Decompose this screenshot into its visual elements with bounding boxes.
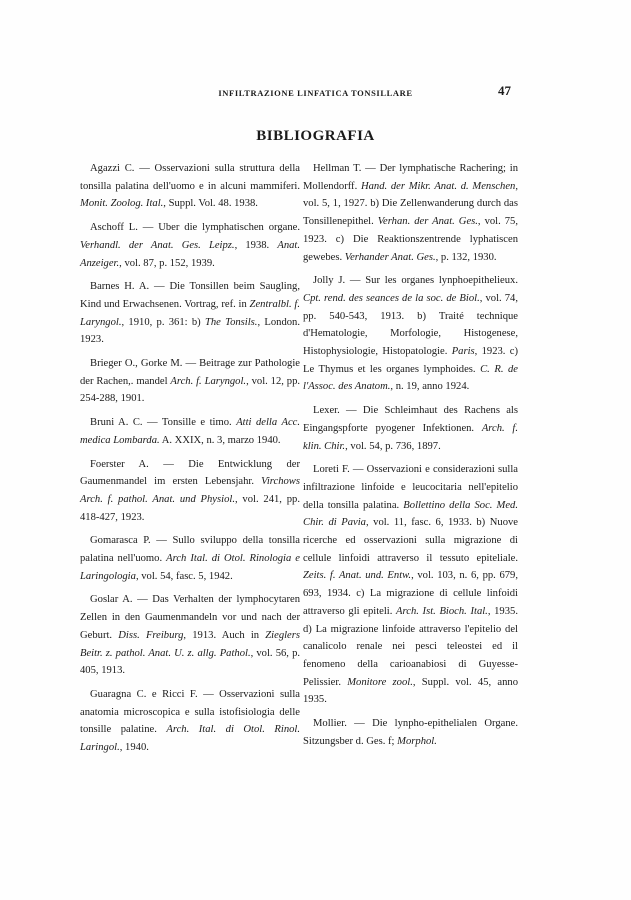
entry-text: Mollier. — Die lynpho-epithelialen Organe. Sitzungsber d. Ges. f;: [303, 718, 518, 747]
journal-title: Morphol.: [397, 735, 437, 747]
entry-text: , vol. 54, p. 736, 1897.: [345, 440, 441, 452]
entry-text: , 1913. Auch in: [183, 629, 266, 641]
entry-text: , vol. 87, p. 152, 1939.: [119, 257, 215, 269]
entry-text: , 1923. c) Le Thymus et les organes lymphoides.: [303, 346, 518, 375]
entry-text: Guaragna C. e Ricci F. — Osservazioni sulla anatomia microscopica e sulla istofisiologia delle tonsille palatine.: [80, 688, 300, 736]
journal-title: Monit. Zoolog. Ital.: [80, 198, 164, 210]
journal-title: The Tonsils.: [204, 316, 258, 328]
entry-text: , 1910, p. 361: b): [121, 316, 205, 328]
journal-title: Bollettino della Soc. Med. Chir. di Pavia: [303, 499, 519, 529]
journal-title: Verhandl. der Anat. Ges. Leipz.: [80, 239, 235, 251]
entry-text: , n. 19, anno 1924.: [390, 381, 470, 393]
entry-text: , Suppl. vol. 45, anno 1935.: [303, 676, 518, 706]
entry-text: , 1935. d) La migrazione linfoide attraverso l'epitelio del canalicolo renale nei pesci teleostei ed il fenomeno della carioanabiosi di Guyesse-Pelissier.: [303, 605, 518, 688]
entry-text: , vol. 103, n. 6, pp. 679, 693, 1934. c) La migrazione di cellule linfoidi attraverso gli epiteli.: [303, 570, 518, 617]
journal-title: Arch Ital. di Otol. Rinologia e Laringologia: [80, 553, 300, 582]
journal-title: Zeits. f. Anat. und. Entw.: [303, 570, 412, 582]
entry-text: , vol. 74, pp. 540-543, 1913. b) Traité technique d'Hematologie, Morfologie, Histogenese, Histophysiologie, Histopatologie.: [303, 292, 518, 358]
bibliography-entry: [80, 219, 300, 272]
journal-title: Arch. Ital. di Otol. Rinol. Laringol.: [80, 724, 300, 754]
bibliography-entry: [80, 278, 300, 349]
entry-text: Gomarasca P. — Sullo sviluppo della tonsilla palatina nell'uomo.: [80, 535, 300, 565]
entry-text: Aschoff L. — Uber die lymphatischen organe.: [90, 222, 300, 234]
running-header: INFILTRAZIONE LINFATICA TONSILLARE: [218, 88, 413, 98]
bibliography-entry: [80, 591, 300, 680]
journal-title: Virchows Arch. f. pathol. Anat. und Physiol.: [80, 476, 300, 505]
journal-title: Arch. f. Laryngol.: [170, 375, 247, 387]
bibliography-entry: [303, 402, 518, 455]
bibliography-entry: [80, 160, 300, 213]
journal-title: Hand. der Mikr. Anat. d. Menschen: [360, 180, 516, 192]
journal-title: Monitore zool.: [347, 676, 413, 688]
bibliography-entry: [303, 272, 518, 396]
bibliography-right-column: [303, 160, 518, 757]
bibliography-entry: [80, 456, 300, 527]
entry-text: , vol. 54, fasc. 5, 1942.: [135, 570, 233, 582]
entry-text: , vol. 11, fasc. 6, 1933. b) Nuove ricerche ed osservazioni sulla migrazione di cellule linfoidi attraverso il tessuto epiteliale.: [303, 517, 518, 564]
entry-text: , 1940.: [119, 742, 149, 754]
entry-text: Hellman T. — Der lymphatische Rachering; in Mollendorff.: [303, 163, 518, 192]
journal-title: Cpt. rend. des seances de la soc. de Biol.: [303, 292, 480, 304]
journal-title: Paris: [451, 346, 475, 358]
journal-title: Verhan. der Anat. Ges.: [377, 216, 478, 228]
journal-title: Arch. Ist. Bioch. Ital.: [396, 605, 488, 617]
entry-text: Lexer. — Die Schleimhaut des Rachens als Eingangspforte pyogener Infektionen.: [303, 405, 518, 434]
journal-title: Diss. Freiburg: [118, 629, 184, 641]
journal-title: Zentralbl. f. Laryngol.: [80, 298, 300, 328]
journal-title: Verhander Anat. Ges.: [344, 251, 436, 263]
entry-text: , 1938.: [234, 239, 278, 251]
entry-text: , p. 132, 1930.: [435, 251, 497, 263]
bibliography-entry: [303, 160, 518, 266]
entry-text: , vol. 75, 1923. c) Die Reaktionszentrende lyphatiscen gewebes.: [303, 216, 518, 263]
entry-text: , vol. 56, p. 405, 1913.: [80, 647, 301, 677]
entry-text: A. XXIX, n. 3, marzo 1940.: [159, 434, 281, 446]
entry-text: Foerster A. — Die Entwicklung der Gaumenmandel im ersten Lebensjahr.: [80, 458, 300, 488]
bibliography-entry: [303, 461, 518, 709]
entry-text: Agazzi C. — Osservazioni sulla struttura della tonsilla palatina dell'uomo e in alcuni mammiferi.: [80, 163, 300, 192]
entry-text: Barnes H. A. — Die Tonsillen beim Saugling, Kind und Erwachsenen. Vortrag, ref. in: [80, 281, 300, 310]
bibliography-entry: [80, 532, 300, 585]
bibliography-entry: [303, 715, 518, 750]
entry-text: Bruni A. C. — Tonsille e timo.: [90, 417, 237, 429]
entry-text: , Suppl. Vol. 48. 1938.: [163, 198, 258, 210]
entry-text: , vol. 5, 1, 1927. b) Die Zellenwanderung durch das Tonsillenepithel.: [303, 180, 518, 228]
entry-text: Jolly J. — Sur les organes lynphoepithelieux.: [313, 275, 518, 287]
journal-title: Arch. f. klin. Chir.: [303, 422, 519, 452]
journal-title: Anat. Anzeiger.: [80, 239, 301, 269]
page-number: 47: [498, 83, 511, 98]
entry-text: , vol. 12, pp. 254-288, 1901.: [80, 375, 301, 405]
entry-text: Goslar A. — Das Verhalten der lymphocytaren Zellen in den Gaumenmandeln vor und nach der Geburt.: [80, 594, 300, 641]
entry-text: Brieger O., Gorke M. — Beitrage zur Pathologie der Rachen,. mandel: [80, 358, 300, 387]
section-title: BIBLIOGRAFIA: [256, 128, 375, 144]
bibliography-entry: [80, 686, 300, 757]
journal-title: Zieglers Beitr. z. pathol. Anat. U. z. allg. Pathol.: [80, 629, 301, 659]
entry-text: , vol. 241, pp. 418-427, 1923.: [80, 493, 300, 523]
journal-title: Atti della Acc. medica Lombarda.: [80, 417, 300, 446]
entry-text: Loreti F. — Osservazioni e considerazioni sulla infiltrazione linfoide e leucocitaria nell'epitelio della tonsilla palatina.: [303, 464, 518, 511]
bibliography-left-column: [80, 160, 300, 763]
journal-title: C. R. de l'Assoc. des Anatom.: [303, 363, 518, 393]
entry-text: , London. 1923.: [80, 316, 300, 346]
bibliography-entry: [80, 414, 300, 449]
bibliography-entry: [80, 355, 300, 408]
